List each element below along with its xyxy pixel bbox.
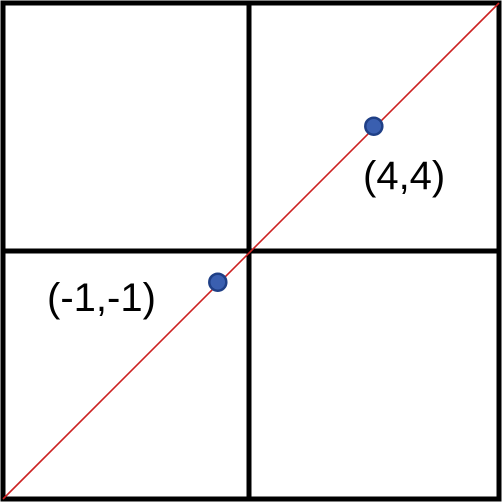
point-4-4: [365, 118, 382, 135]
point-neg1-neg1: [209, 274, 226, 291]
point-label-4-4: (4,4): [363, 154, 446, 198]
point-label-neg1-neg1: (-1,-1): [47, 276, 156, 320]
